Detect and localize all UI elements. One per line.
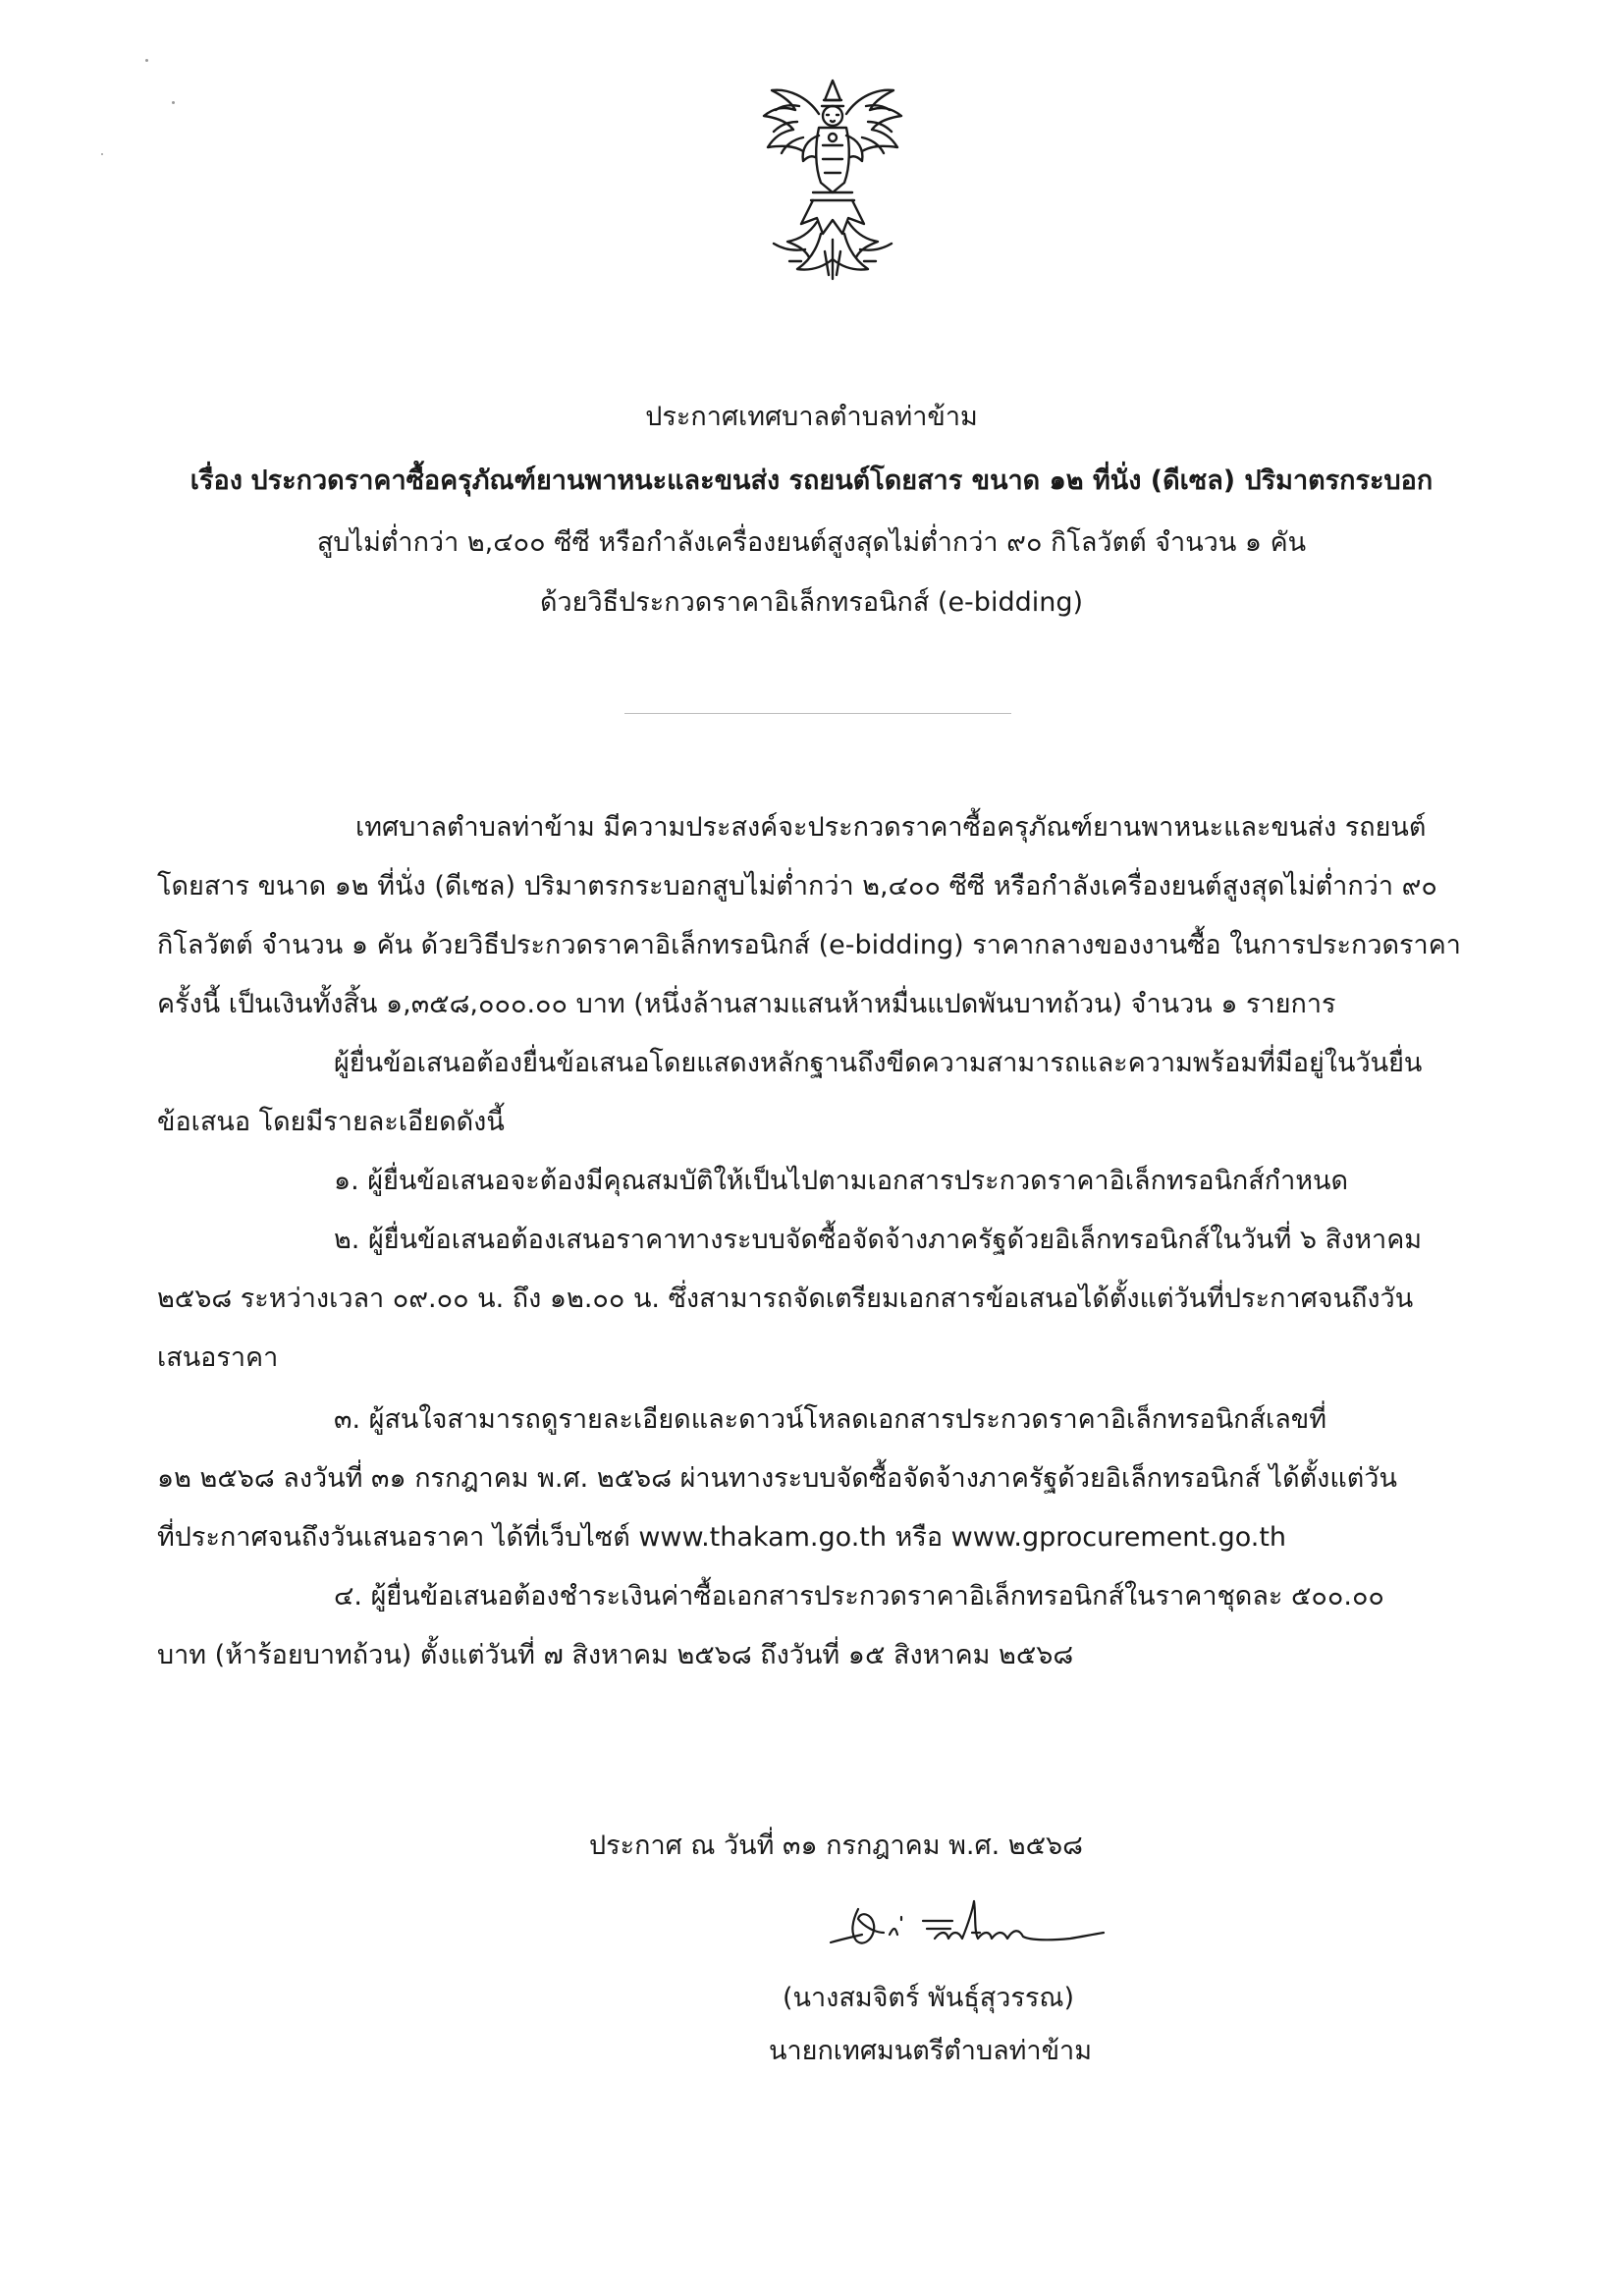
scan-speck: [172, 101, 175, 104]
scan-speck: [145, 59, 148, 62]
paragraph-1-line-1: เทศบาลตำบลท่าข้าม มีความประสงค์จะประกวดราคาซื้อครุภัณฑ์ยานพาหนะและขนส่ง รถยนต์: [355, 812, 1427, 843]
item-3-line-1: ๓. ผู้สนใจสามารถดูรายละเอียดและดาวน์โหลดเอกสารประกวดราคาอิเล็กทรอนิกส์เลขที่: [334, 1404, 1327, 1435]
item-3-line-3: ที่ประกาศจนถึงวันเสนอราคา ได้ที่เว็บไซต์ www.thakam.go.th หรือ www.gprocurement.go.th: [157, 1522, 1287, 1553]
item-2-line-3: เสนอราคา: [157, 1342, 279, 1373]
garuda-emblem: [754, 77, 911, 291]
paragraph-1-line-3: กิโลวัตต์ จำนวน ๑ คัน ด้วยวิธีประกวดราคาอิเล็กทรอนิกส์ (e-bidding) ราคากลางของงานซื้อ ในการประกวดราคา: [157, 930, 1461, 960]
item-3-line-2: ๑๒ ๒๕๖๘ ลงวันที่ ๓๑ กรกฎาคม พ.ศ. ๒๕๖๘ ผ่านทางระบบจัดซื้อจัดจ้างภาครัฐด้วยอิเล็กทรอนิกส์ ได้ตั้งแต่วัน: [157, 1463, 1397, 1494]
subject-line-2: สูบไม่ต่ำกว่า ๒,๔๐๐ ซีซี หรือกำลังเครื่องยนต์สูงสุดไม่ต่ำกว่า ๙๐ กิโลวัตต์ จำนวน ๑ คัน: [316, 527, 1307, 558]
announcement-title: ประกาศเทศบาลตำบลท่าข้าม: [645, 402, 978, 432]
signer-name: (นางสมจิตร์ พันธุ์สุวรรณ): [783, 1983, 1075, 2013]
subject-text-1: ประกวดราคาซื้อครุภัณฑ์ยานพาหนะและขนส่ง รถยนต์โดยสาร ขนาด ๑๒ ที่นั่ง (ดีเซล) ปริมาตรกระบอก: [250, 465, 1434, 496]
header-divider: [624, 713, 1011, 714]
subject-line-3: ด้วยวิธีประกวดราคาอิเล็กทรอนิกส์ (e-bidding): [539, 587, 1084, 618]
item-2-line-1: ๒. ผู้ยื่นข้อเสนอต้องเสนอราคาทางระบบจัดซื้อจัดจ้างภาครัฐด้วยอิเล็กทรอนิกส์ในวันที่ ๖ สิงหาคม: [334, 1225, 1423, 1255]
subject-label: เรื่อง: [189, 465, 243, 496]
announcement-date: ประกาศ ณ วันที่ ๓๑ กรกฎาคม พ.ศ. ๒๕๖๘: [589, 1831, 1083, 1861]
item-4-line-2: บาท (ห้าร้อยบาทถ้วน) ตั้งแต่วันที่ ๗ สิงหาคม ๒๕๖๘ ถึงวันที่ ๑๕ สิงหาคม ๒๕๖๘: [157, 1640, 1074, 1670]
paragraph-1-line-2: โดยสาร ขนาด ๑๒ ที่นั่ง (ดีเซล) ปริมาตรกระบอกสูบไม่ต่ำกว่า ๒,๔๐๐ ซีซี หรือกำลังเครื่องยนต์สูงสุดไม่ต่ำกว่า ๙๐: [157, 871, 1437, 902]
paragraph-2-line-2: ข้อเสนอ โดยมีรายละเอียดดังนี้: [157, 1107, 505, 1137]
item-1: ๑. ผู้ยื่นข้อเสนอจะต้องมีคุณสมบัติให้เป็นไปตามเอกสารประกวดราคาอิเล็กทรอนิกส์กำหนด: [334, 1166, 1349, 1196]
item-2-line-2: ๒๕๖๘ ระหว่างเวลา ๐๙.๐๐ น. ถึง ๑๒.๐๐ น. ซึ่งสามารถจัดเตรียมเอกสารข้อเสนอได้ตั้งแต่วันที่ประกาศจนถึงวัน: [157, 1284, 1414, 1314]
paragraph-2-line-1: ผู้ยื่นข้อเสนอต้องยื่นข้อเสนอโดยแสดงหลักฐานถึงขีดความสามารถและความพร้อมที่มีอยู่ในวันยื่น: [334, 1048, 1423, 1078]
paragraph-1-line-4: ครั้งนี้ เป็นเงินทั้งสิ้น ๑,๓๕๘,๐๐๐.๐๐ บาท (หนึ่งล้านสามแสนห้าหมื่นแปดพันบาทถ้วน) จำนวน ๑ รายการ: [157, 989, 1336, 1019]
signer-title: นายกเทศมนตรีตำบลท่าข้าม: [769, 2036, 1092, 2066]
scan-speck: [101, 153, 103, 155]
handwritten-signature: [825, 1893, 1109, 1968]
subject-line-1: [118, 467, 1505, 494]
item-4-line-1: ๔. ผู้ยื่นข้อเสนอต้องชำระเงินค่าซื้อเอกสารประกวดราคาอิเล็กทรอนิกส์ในราคาชุดละ ๕๐๐.๐๐: [334, 1581, 1384, 1612]
